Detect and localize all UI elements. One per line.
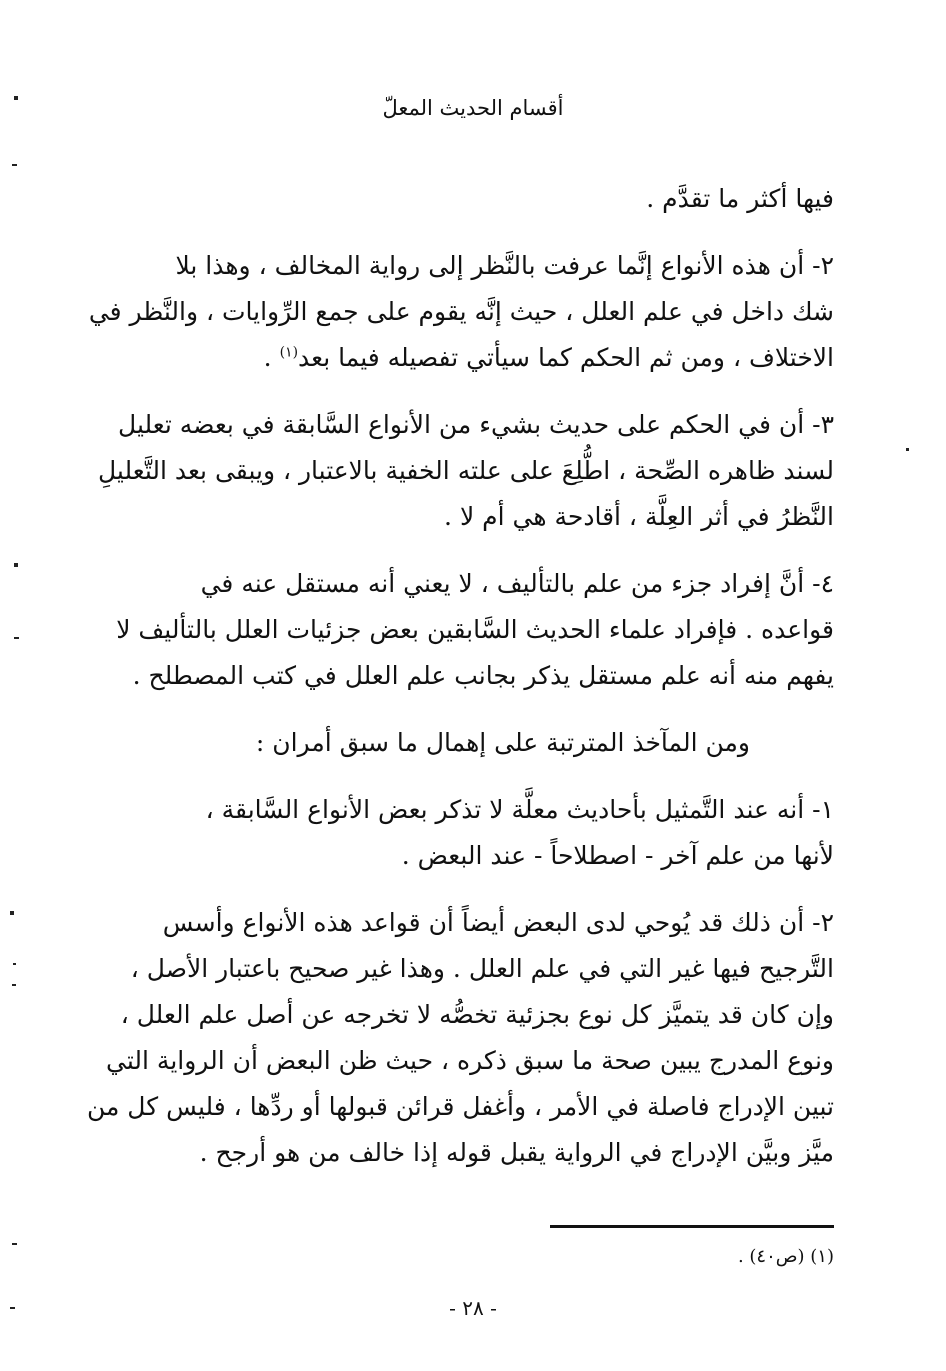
text-line: تبين الإدراج فاصلة في الأمر ، وأغفل قرائن قبولها أو ردِّها ، فليس كل من [86, 1092, 834, 1121]
scan-speck [14, 563, 18, 567]
paragraph-objection-1 [124, 787, 834, 879]
scan-speck [12, 984, 16, 986]
text-line: يفهم منه أنه علم مستقل يذكر بجانب علم العلل في كتب المصطلح . [132, 661, 834, 690]
text-line: وإن كان قد يتميَّز كل نوع بجزئية تخصُّه لا تخرجه عن أصل علم العلل ، [120, 1000, 834, 1029]
footnote-reference: (١) [279, 344, 299, 361]
scan-speck [14, 637, 19, 639]
text-line: ٣- أن في الحكم على حديث بشيء من الأنواع السَّابقة في بعضه تعليل [118, 410, 834, 439]
scan-speck [10, 1307, 15, 1309]
paragraph-point-4 [116, 561, 834, 699]
text-line: النَّظرُ في أثر العِلَّة ، أقادحة هي أم لا . [444, 502, 834, 531]
scan-speck [10, 911, 14, 915]
paragraph-objections-intro [124, 720, 834, 766]
paragraph-intro [124, 176, 834, 222]
paragraph-point-3 [98, 402, 834, 540]
text-line: قواعده . فإفراد علماء الحديث السَّابقين بعض جزئيات العلل بالتأليف لا [116, 615, 834, 644]
scan-speck [14, 96, 18, 100]
text-line: لأنها من علم آخر - اصطلاحاً - عند البعض . [401, 841, 834, 870]
text-line: ٢- أن هذه الأنواع إنَّما عرفت بالنَّظر إلى رواية المخالف ، وهذا بلا [175, 251, 834, 280]
paragraph-point-2 [88, 243, 834, 381]
text-line: ٢- أن ذلك قد يُوحي لدى البعض أيضاً أن قواعد هذه الأنواع وأسس [162, 908, 834, 937]
scan-speck [13, 963, 16, 965]
footnote-divider [550, 1225, 834, 1228]
text-line: ٤- أنَّ إفراد جزء من علم بالتأليف ، لا يعني أنه مستقل عنه في [200, 569, 834, 598]
text-line: ١- أنه عند التَّمثيل بأحاديث معلَّة لا تذكر بعض الأنواع السَّابقة ، [205, 795, 834, 824]
scan-speck [12, 164, 17, 166]
body-text [86, 176, 834, 1197]
text-fragment: . [263, 343, 280, 372]
text-line: فيها أكثر ما تقدَّم . [646, 184, 834, 213]
page-number: - ٢٨ - [449, 1296, 497, 1320]
text-line: لسند ظاهره الصِّحة ، اطُّلِعَ على علته الخفية بالاعتبار ، ويبقى بعد التَّعليلِ [98, 456, 834, 485]
text-line-with-footnote [124, 335, 834, 381]
footnote: (١) (ص٤٠) . [737, 1246, 834, 1267]
scan-speck [12, 1243, 17, 1245]
text-line: ميَّز وبيَّن الإدراج في الرواية يقبل قوله إذا خالف من هو أرجح . [199, 1138, 834, 1167]
text-line: شك داخل في علم العلل ، حيث إنَّه يقوم على جمع الرِّوايات ، والنَّظر في [88, 297, 834, 326]
text-line: التَّرجيح فيها غير التي في علم العلل . وهذا غير صحيح باعتبار الأصل ، [130, 954, 834, 983]
paragraph-objection-2 [86, 900, 834, 1176]
scan-speck [906, 448, 909, 451]
text-fragment: الاختلاف ، ومن ثم الحكم كما سيأتي تفصيله فيما بعد [298, 343, 834, 372]
text-line: ونوع المدرج يبين صحة ما سبق ذكره ، حيث ظن البعض أن الرواية التي [106, 1046, 834, 1075]
text-line: ومن المآخذ المترتبة على إهمال ما سبق أمران : [255, 728, 750, 757]
page-title: أقسام الحديث المعلّ [382, 96, 564, 120]
